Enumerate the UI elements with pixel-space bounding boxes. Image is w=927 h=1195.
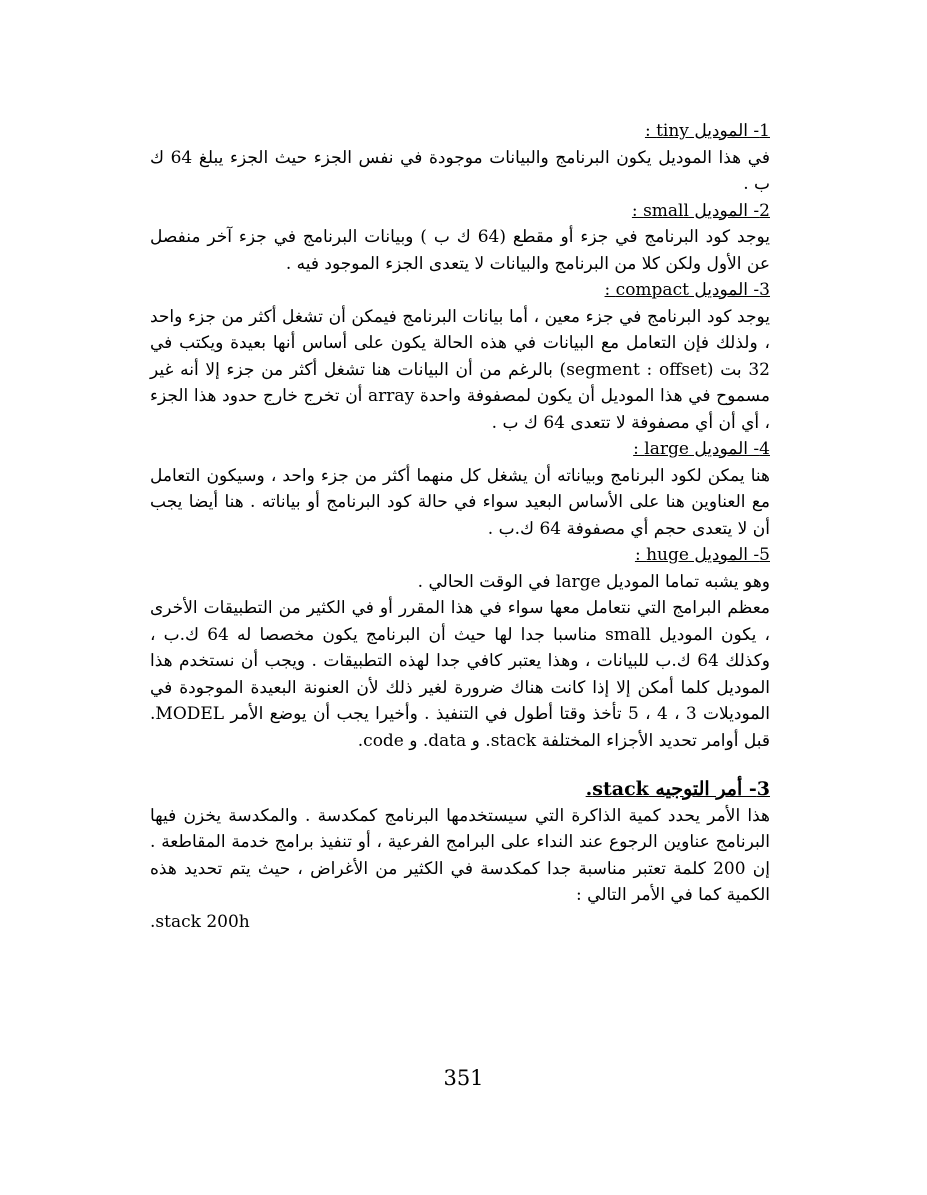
- model-tiny: [150, 118, 770, 198]
- stack-code-line: .stack 200h: [150, 911, 250, 932]
- model-huge-body: وهو يشبه تماما الموديل large في الوقت الحالي . معظم البرامج التي نتعامل معها سواء في هذا المقرر أو في الكثير من التطبيقات الأخرى ، يكون الموديل small مناسبا جدا لها حيث أن البرنامج يكون مخصصا له 64 ك.ب ، وكذلك 64 ك.ب للبيانات ، وهذا يعتبر كافي جدا لهذه التطبيقات . ويجب أن نستخدم هذا الموديل كلما أمكن إلا إذا كانت هناك ضرورة لغير ذلك لأن العنونة البعيدة الموجودة في الموديلات 3 ، 4 ، 5 تأخذ وقتا أطول في التنفيذ . وأخيرا يجب أن يوضع الأمر MODEL. قبل أوامر تحديد الأجزاء المختلفة stack. و data. و code.: [150, 571, 770, 751]
- model-small-heading: 2- الموديل small :: [631, 200, 770, 221]
- model-tiny-heading: 1- الموديل tiny :: [644, 121, 770, 141]
- model-large-body: هنا يمكن لكود البرنامج وبياناته أن يشغل كل منهما أكثر من جزء واحد ، وسيكون التعامل مع العناوين هنا على الأساس البعيد سواء في حالة كود البرنامج أو بياناته . هنا أيضا يجب أن لا يتعدى حجم أي مصفوفة 64 ك.ب .: [150, 465, 770, 539]
- model-tiny-body: في هذا الموديل يكون البرنامج والبيانات موجودة في نفس الجزء حيث الجزء يبلغ 64 ك ب .: [150, 147, 770, 194]
- page-content: [150, 118, 770, 935]
- model-huge-heading: 5- الموديل huge :: [634, 545, 770, 565]
- model-small-body: يوجد كود البرنامج في جزء أو مقطع (64 ك ب ) وبيانات البرنامج في جزء آخر منفصل عن الأول ولكن كلا من البرنامج والبيانات لا يتعدى الجزء الموجود فيه .: [150, 227, 770, 274]
- model-huge: [150, 542, 770, 754]
- model-compact: [150, 277, 770, 436]
- model-compact-heading: 3- الموديل compact :: [604, 280, 770, 300]
- stack-section-body: هذا الأمر يحدد كمية الذاكرة التي سيستخدمها البرنامج كمكدسة . والمكدسة يخزن فيها البرنامج عناوين الرجوع عند النداء على البرامج الفرعية ، أو تنفيذ برامج خدمة المقاطعة . إن 200 كلمة تعتبر مناسبة جدا كمكدسة في الكثير من الأغراض ، حيث يتم تحديد هذه الكمية كما في الأمر التالي :: [150, 805, 770, 905]
- stack-section-title: 3- أمر التوجيه stack.: [585, 778, 770, 800]
- page-number: 351: [443, 1066, 484, 1090]
- model-large-heading: 4- الموديل large :: [633, 439, 770, 459]
- model-small: [150, 198, 770, 278]
- model-large: [150, 436, 770, 542]
- model-compact-body: يوجد كود البرنامج في جزء معين ، أما بيانات البرنامج فيمكن أن تشغل أكثر من جزء واحد ، ولذلك فإن التعامل مع البيانات في هذه الحالة يكون على أساس أنها بعيدة ويكتب في 32 بت (segment : offset) بالرغم من أن البيانات هنا تشغل أكثر من جزء إلا أنه غير مسموح في هذا الموديل أن يكون لمصفوفة واحدة array أن تخرج خارج حدود هذا الجزء ، أي أن أي مصفوفة لا تتعدى 64 ك ب .: [150, 306, 770, 433]
